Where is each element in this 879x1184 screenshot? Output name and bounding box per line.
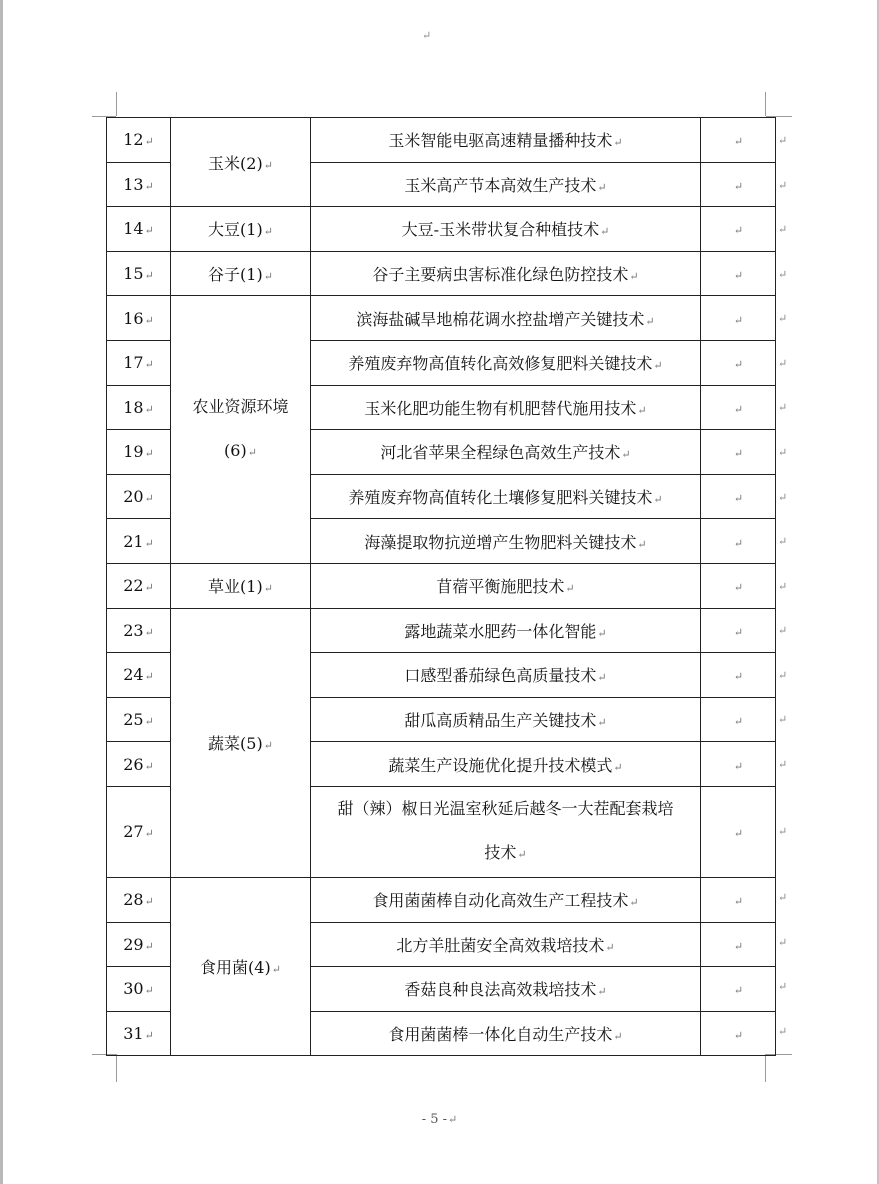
row-end-mark: ↵ [778, 758, 788, 771]
cell-mark: ↵ [263, 158, 273, 172]
cell-mark: ↵ [144, 492, 154, 506]
crop-mark [116, 1054, 117, 1082]
cell-mark: ↵ [597, 180, 607, 194]
cell-mark: ↵ [733, 358, 744, 372]
cell-mark: ↵ [733, 625, 744, 639]
cell-mark: ↵ [629, 270, 639, 284]
cell-mark: ↵ [733, 715, 744, 729]
page-footer [0, 1112, 879, 1127]
cell-mark: ↵ [637, 537, 647, 551]
row-number: 29 [123, 934, 144, 954]
table-row [107, 118, 776, 163]
page-edge-left [0, 0, 3, 1184]
cell-mark: ↵ [733, 179, 744, 193]
row-number: 14 [123, 219, 144, 239]
cell-mark: ↵ [733, 581, 744, 595]
cell-mark: ↵ [733, 447, 744, 461]
cell-mark: ↵ [733, 984, 744, 998]
row-end-mark: ↵ [778, 268, 788, 281]
cell-mark: ↵ [613, 760, 623, 774]
cell-mark: ↵ [733, 135, 744, 149]
row-number: 30 [123, 979, 144, 999]
cell-mark: ↵ [144, 827, 154, 841]
row-end-mark: ↵ [778, 223, 788, 236]
cell-mark: ↵ [733, 536, 744, 550]
crop-mark [765, 1054, 766, 1082]
technology-name: 露地蔬菜水肥药一体化智能 [404, 621, 597, 641]
row-end-mark: ↵ [778, 891, 788, 904]
row-end-mark: ↵ [778, 1025, 788, 1038]
row-number: 21 [123, 531, 144, 551]
technology-name: 苜蓿平衡施肥技术 [436, 577, 565, 597]
category-label: 蔬菜(5) [208, 734, 263, 754]
row-number: 27 [123, 822, 144, 842]
row-number: 18 [123, 397, 144, 417]
technology-name-continued: 技术 [484, 842, 517, 862]
cell-mark: ↵ [645, 314, 655, 328]
row-number: 17 [123, 353, 144, 373]
cell-mark: ↵ [605, 940, 615, 954]
cell-mark: ↵ [144, 313, 154, 327]
cell-mark: ↵ [144, 179, 154, 193]
cell-mark: ↵ [597, 626, 607, 640]
cell-mark: ↵ [600, 225, 610, 239]
crop-mark [116, 92, 117, 116]
technology-name: 养殖废弃物高值转化土壤修复肥料关键技术 [348, 488, 653, 508]
row-end-mark: ↵ [778, 713, 788, 726]
table-row [107, 296, 776, 341]
cell-mark: ↵ [653, 493, 663, 507]
row-number: 12 [123, 130, 144, 150]
cell-mark: ↵ [733, 313, 744, 327]
row-number: 23 [123, 620, 144, 640]
table-row [107, 207, 776, 252]
row-number: 15 [123, 264, 144, 284]
cell-mark: ↵ [733, 895, 744, 909]
technology-name: 玉米化肥功能生物有机肥替代施用技术 [364, 398, 637, 418]
technology-name: 蔬菜生产设施优化提升技术模式 [388, 755, 613, 775]
cell-mark: ↵ [733, 827, 744, 841]
cell-mark: ↵ [144, 358, 154, 372]
technology-name: 北方羊肚菌安全高效栽培技术 [396, 935, 605, 955]
row-number: 22 [123, 576, 144, 596]
technology-name: 养殖废弃物高值转化高效修复肥料关键技术 [348, 354, 653, 374]
category-label: 谷子(1) [208, 265, 263, 285]
cell-mark: ↵ [144, 939, 154, 953]
category-count: (6) [224, 440, 247, 460]
row-number: 26 [123, 754, 144, 774]
cell-mark: ↵ [733, 759, 744, 773]
row-number: 24 [123, 665, 144, 685]
category-label: 大豆(1) [208, 220, 263, 240]
cell-mark: ↵ [144, 1028, 154, 1042]
row-number: 25 [123, 710, 144, 730]
table-row [107, 251, 776, 296]
technology-name: 河北省苹果全程绿色高效生产技术 [380, 443, 621, 463]
cell-mark: ↵ [597, 671, 607, 685]
cell-mark: ↵ [733, 269, 744, 283]
cell-mark: ↵ [621, 448, 631, 462]
cell-mark: ↵ [271, 963, 281, 977]
table-row [107, 877, 776, 922]
cell-mark: ↵ [597, 985, 607, 999]
technology-name: 香菇良种良法高效栽培技术 [404, 980, 597, 1000]
row-number: 13 [123, 174, 144, 194]
technology-name: 甜瓜高质精品生产关键技术 [404, 711, 597, 731]
category-label: 草业(1) [208, 577, 263, 597]
cell-mark: ↵ [263, 739, 273, 753]
technology-table [106, 117, 776, 1056]
technology-name: 滨海盐碱旱地棉花调水控盐增产关键技术 [356, 309, 645, 329]
technology-name: 甜（辣）椒日光温室秋延后越冬一大茬配套栽培 [337, 798, 674, 818]
cell-mark: ↵ [144, 447, 154, 461]
cell-mark: ↵ [144, 670, 154, 684]
technology-name: 大豆-玉米带状复合种植技术 [401, 220, 600, 240]
cell-mark: ↵ [144, 759, 154, 773]
row-end-mark: ↵ [778, 669, 788, 682]
paragraph-mark: ↵ [422, 29, 432, 42]
cell-mark: ↵ [733, 402, 744, 416]
row-number: 31 [123, 1023, 144, 1043]
cell-mark: ↵ [637, 403, 647, 417]
row-end-mark: ↵ [778, 936, 788, 949]
technology-name: 海藻提取物抗逆增产生物肥料关键技术 [364, 532, 637, 552]
cell-mark: ↵ [144, 984, 154, 998]
row-end-mark: ↵ [778, 535, 788, 548]
cell-mark: ↵ [263, 270, 273, 284]
cell-mark: ↵ [144, 625, 154, 639]
cell-mark: ↵ [597, 716, 607, 730]
row-end-mark: ↵ [778, 401, 788, 414]
cell-mark: ↵ [144, 715, 154, 729]
cell-mark: ↵ [613, 136, 623, 150]
row-end-mark: ↵ [778, 624, 788, 637]
cell-mark: ↵ [263, 582, 273, 596]
row-end-mark: ↵ [778, 491, 788, 504]
cell-mark: ↵ [144, 224, 154, 238]
row-number: 16 [123, 308, 144, 328]
crop-mark [765, 92, 766, 116]
cell-mark: ↵ [144, 269, 154, 283]
cell-mark: ↵ [565, 582, 575, 596]
cell-mark: ↵ [144, 895, 154, 909]
technology-name: 玉米高产节本高效生产技术 [404, 175, 597, 195]
row-end-mark: ↵ [778, 357, 788, 370]
row-end-mark: ↵ [778, 134, 788, 147]
technology-name: 食用菌菌棒自动化高效生产工程技术 [372, 891, 629, 911]
row-number: 19 [123, 442, 144, 462]
cell-mark: ↵ [263, 225, 273, 239]
row-number: 20 [123, 487, 144, 507]
row-number: 28 [123, 890, 144, 910]
cell-mark: ↵ [247, 445, 257, 459]
technology-name: 食用菌菌棒一体化自动生产技术 [388, 1024, 613, 1044]
cell-mark: ↵ [144, 536, 154, 550]
row-end-mark: ↵ [778, 825, 788, 838]
category-label: 玉米(2) [208, 153, 263, 173]
cell-mark: ↵ [733, 939, 744, 953]
row-end-mark: ↵ [778, 312, 788, 325]
row-end-mark: ↵ [778, 580, 788, 593]
cell-mark: ↵ [733, 670, 744, 684]
cell-mark: ↵ [733, 224, 744, 238]
footer-mark: ↵ [448, 1113, 458, 1126]
cell-mark: ↵ [144, 581, 154, 595]
cell-mark: ↵ [629, 896, 639, 910]
page-number: - 5 - [421, 1112, 448, 1127]
technology-name: 谷子主要病虫害标准化绿色防控技术 [372, 265, 629, 285]
cell-mark: ↵ [144, 402, 154, 416]
category-label: 农业资源环境 [192, 396, 289, 416]
cell-mark: ↵ [144, 135, 154, 149]
row-end-mark: ↵ [778, 980, 788, 993]
category-label: 食用菌(4) [200, 958, 271, 978]
technology-name: 口感型番茄绿色高质量技术 [404, 666, 597, 686]
table-row [107, 563, 776, 608]
cell-mark: ↵ [613, 1029, 623, 1043]
cell-mark: ↵ [653, 359, 663, 373]
table-row [107, 608, 776, 653]
row-end-mark: ↵ [778, 179, 788, 192]
cell-mark: ↵ [733, 1028, 744, 1042]
cell-mark: ↵ [733, 492, 744, 506]
cell-mark: ↵ [517, 847, 527, 861]
technology-name: 玉米智能电驱高速精量播种技术 [388, 131, 613, 151]
row-end-mark: ↵ [778, 446, 788, 459]
